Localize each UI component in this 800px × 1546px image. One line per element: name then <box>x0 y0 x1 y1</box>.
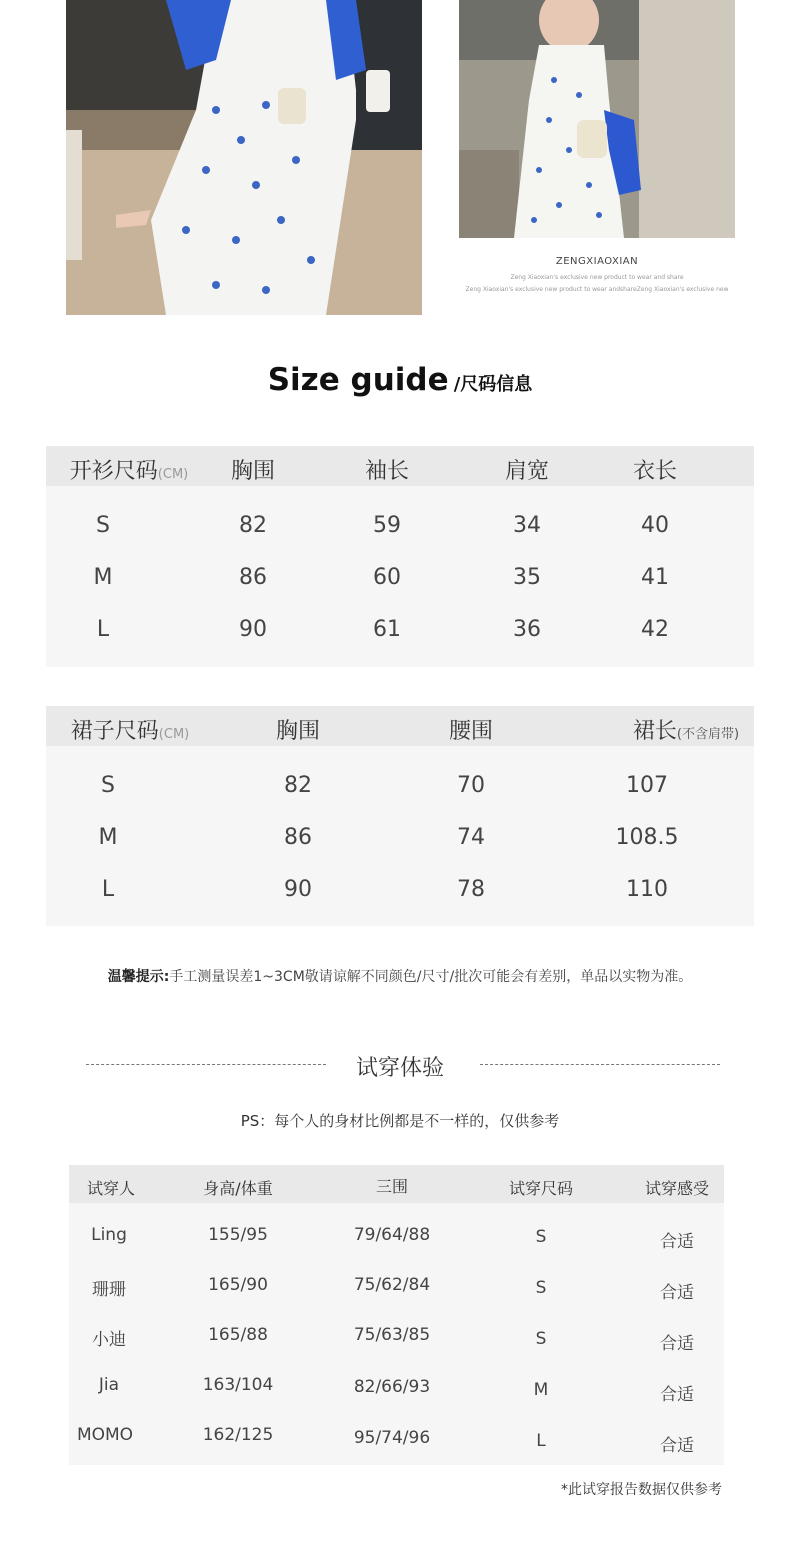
table-title <box>70 454 188 485</box>
size-label: L <box>101 877 115 902</box>
photo-right-illustration <box>459 0 735 238</box>
column-header: 衣长 <box>632 459 678 484</box>
tester-name: Jia <box>98 1375 120 1395</box>
photo-caption-line: Zeng Xiaoxian's exclusive new product to wear and share <box>510 274 684 281</box>
table-cell: 95/74/96 <box>353 1428 431 1448</box>
tryon-note: PS：每个人的身材比例都是不一样的，仅供参考 <box>240 1112 560 1130</box>
table-cell: 82 <box>284 773 312 798</box>
column-header: 身高/体重 <box>203 1179 273 1198</box>
table-cell: 82 <box>239 513 267 538</box>
table-cell: 90 <box>284 877 312 902</box>
table-cell: 合适 <box>660 1283 694 1303</box>
size-label: M <box>93 565 113 590</box>
table-cell: 79/64/88 <box>353 1225 431 1245</box>
table-cell: 110 <box>626 877 668 902</box>
measurement-tip <box>0 966 800 986</box>
tryon-section-title: 试穿体验 <box>355 1056 444 1081</box>
table-cell: 60 <box>373 565 401 590</box>
table-cell: 42 <box>641 617 669 642</box>
photo-caption-line: Zeng Xiaoxian's exclusive new product to wear andshareZeng Xiaoxian's exclusive new <box>465 286 729 293</box>
skirt-length-header: 裙长 <box>632 719 677 744</box>
table-cell: 165/88 <box>208 1325 268 1345</box>
tester-name: Ling <box>91 1225 127 1245</box>
tester-name: MOMO <box>76 1425 134 1445</box>
table-cell: 155/95 <box>208 1225 268 1245</box>
table-cell: 70 <box>457 773 485 798</box>
skirt-size-table <box>46 706 754 926</box>
table-cell: 合适 <box>660 1436 694 1456</box>
size-label: S <box>101 773 115 798</box>
table-cell: 163/104 <box>202 1375 274 1395</box>
length-note: (不含肩带) <box>676 727 740 742</box>
tester-name: 小迪 <box>92 1330 126 1350</box>
tip-label: 温馨提示: <box>107 969 170 985</box>
table-cell: 78 <box>457 877 485 902</box>
column-header: 腰围 <box>448 719 494 744</box>
table-cell: 34 <box>513 513 541 538</box>
table-cell: 86 <box>239 565 267 590</box>
table-cell: 75/62/84 <box>353 1275 431 1295</box>
tryon-footnote: *此试穿报告数据仅供参考 <box>561 1482 722 1498</box>
table-cell: S <box>535 1329 547 1349</box>
size-label: S <box>96 513 110 538</box>
column-header: 试穿感受 <box>644 1179 710 1198</box>
product-photo-right <box>459 0 735 238</box>
size-guide-title-en: Size guide <box>267 362 449 398</box>
table-cell: 40 <box>641 513 669 538</box>
unit-label: (CM) <box>158 727 190 742</box>
table-cell: 108.5 <box>615 825 679 850</box>
photo-caption-title: ZENGXIAOXIAN <box>555 256 639 267</box>
table-title <box>71 714 189 745</box>
table-cell: S <box>535 1278 547 1298</box>
column-header: 肩宽 <box>504 459 550 484</box>
column-header: 试穿人 <box>86 1179 136 1198</box>
column-header: 胸围 <box>230 459 276 484</box>
skirt-title: 裙子尺码 <box>70 719 159 744</box>
table-cell: M <box>533 1380 549 1400</box>
tester-name: 珊珊 <box>92 1280 126 1300</box>
table-cell: 合适 <box>660 1385 694 1405</box>
cardigan-size-table <box>46 446 754 667</box>
table-cell: 107 <box>626 773 668 798</box>
photo-left-illustration <box>66 0 422 315</box>
table-cell: L <box>536 1431 546 1451</box>
size-guide-title-zh: /尺码信息 <box>453 374 533 395</box>
tip-text: 手工测量误差1~3CM敬请谅解不同颜色/尺寸/批次可能会有差别，单品以实物为准。 <box>169 969 693 985</box>
table-cell: 59 <box>373 513 401 538</box>
table-cell: 41 <box>641 565 669 590</box>
column-header: 试穿尺码 <box>508 1179 574 1198</box>
table-cell: 74 <box>457 825 485 850</box>
size-guide-title <box>0 362 800 398</box>
table-cell: 165/90 <box>208 1275 268 1295</box>
table-cell: 35 <box>513 565 541 590</box>
cardigan-title: 开衫尺码 <box>69 459 158 484</box>
column-header: 胸围 <box>275 719 321 744</box>
unit-label: (CM) <box>157 467 189 482</box>
column-header <box>633 714 739 745</box>
table-cell: 162/125 <box>202 1425 274 1445</box>
product-photo-left <box>66 0 422 315</box>
table-cell: 86 <box>284 825 312 850</box>
table-cell: 82/66/93 <box>353 1377 431 1397</box>
size-label: L <box>96 617 110 642</box>
table-cell: 61 <box>373 617 401 642</box>
tryon-table <box>69 1165 724 1465</box>
column-header: 三围 <box>375 1177 409 1196</box>
table-cell: 75/63/85 <box>353 1325 431 1345</box>
table-cell: 合适 <box>660 1232 694 1252</box>
column-header: 袖长 <box>364 459 410 484</box>
table-cell: 36 <box>513 617 541 642</box>
table-cell: 合适 <box>660 1334 694 1354</box>
table-cell: 90 <box>239 617 267 642</box>
size-label: M <box>98 825 118 850</box>
table-cell: S <box>535 1227 547 1247</box>
